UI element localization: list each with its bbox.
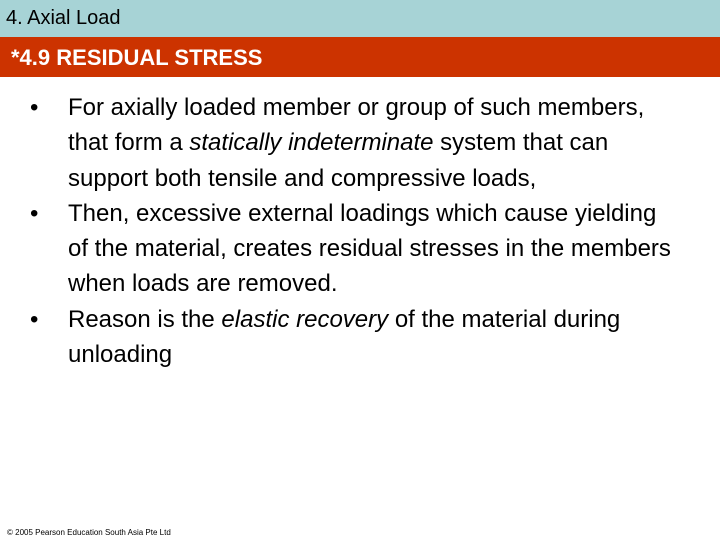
chapter-header-bar (0, 0, 720, 37)
emphasis-text: elastic recovery (221, 305, 389, 333)
bullet-text: system that can support both tensile and compressive loads, (68, 129, 609, 192)
bullet-icon: • (30, 305, 39, 333)
copyright-footer: © 2005 Pearson Education South Asia Pte Ltd (7, 528, 171, 537)
bullet-text: For axially loaded member or group of such members, that form a (68, 94, 645, 157)
section-title: *4.9 RESIDUAL STRESS (11, 45, 263, 70)
bullet-text: Reason is the (68, 305, 222, 333)
bullet-icon: • (30, 94, 39, 121)
bullet-text: Then, excessive external loadings which cause yielding of the material, creates residual stresses in the members when loads are removed. (68, 199, 671, 298)
bullet-icon: • (30, 199, 39, 227)
emphasis-text: statically indeterminate (189, 129, 434, 157)
chapter-title: 4. Axial Load (6, 7, 121, 29)
bullet-text: of the material during unloading (68, 305, 621, 369)
section-header-bar (0, 37, 720, 77)
bullet-item (0, 196, 720, 302)
bullet-item (0, 302, 720, 373)
bullet-item (0, 90, 720, 196)
bullet-list (0, 90, 720, 372)
